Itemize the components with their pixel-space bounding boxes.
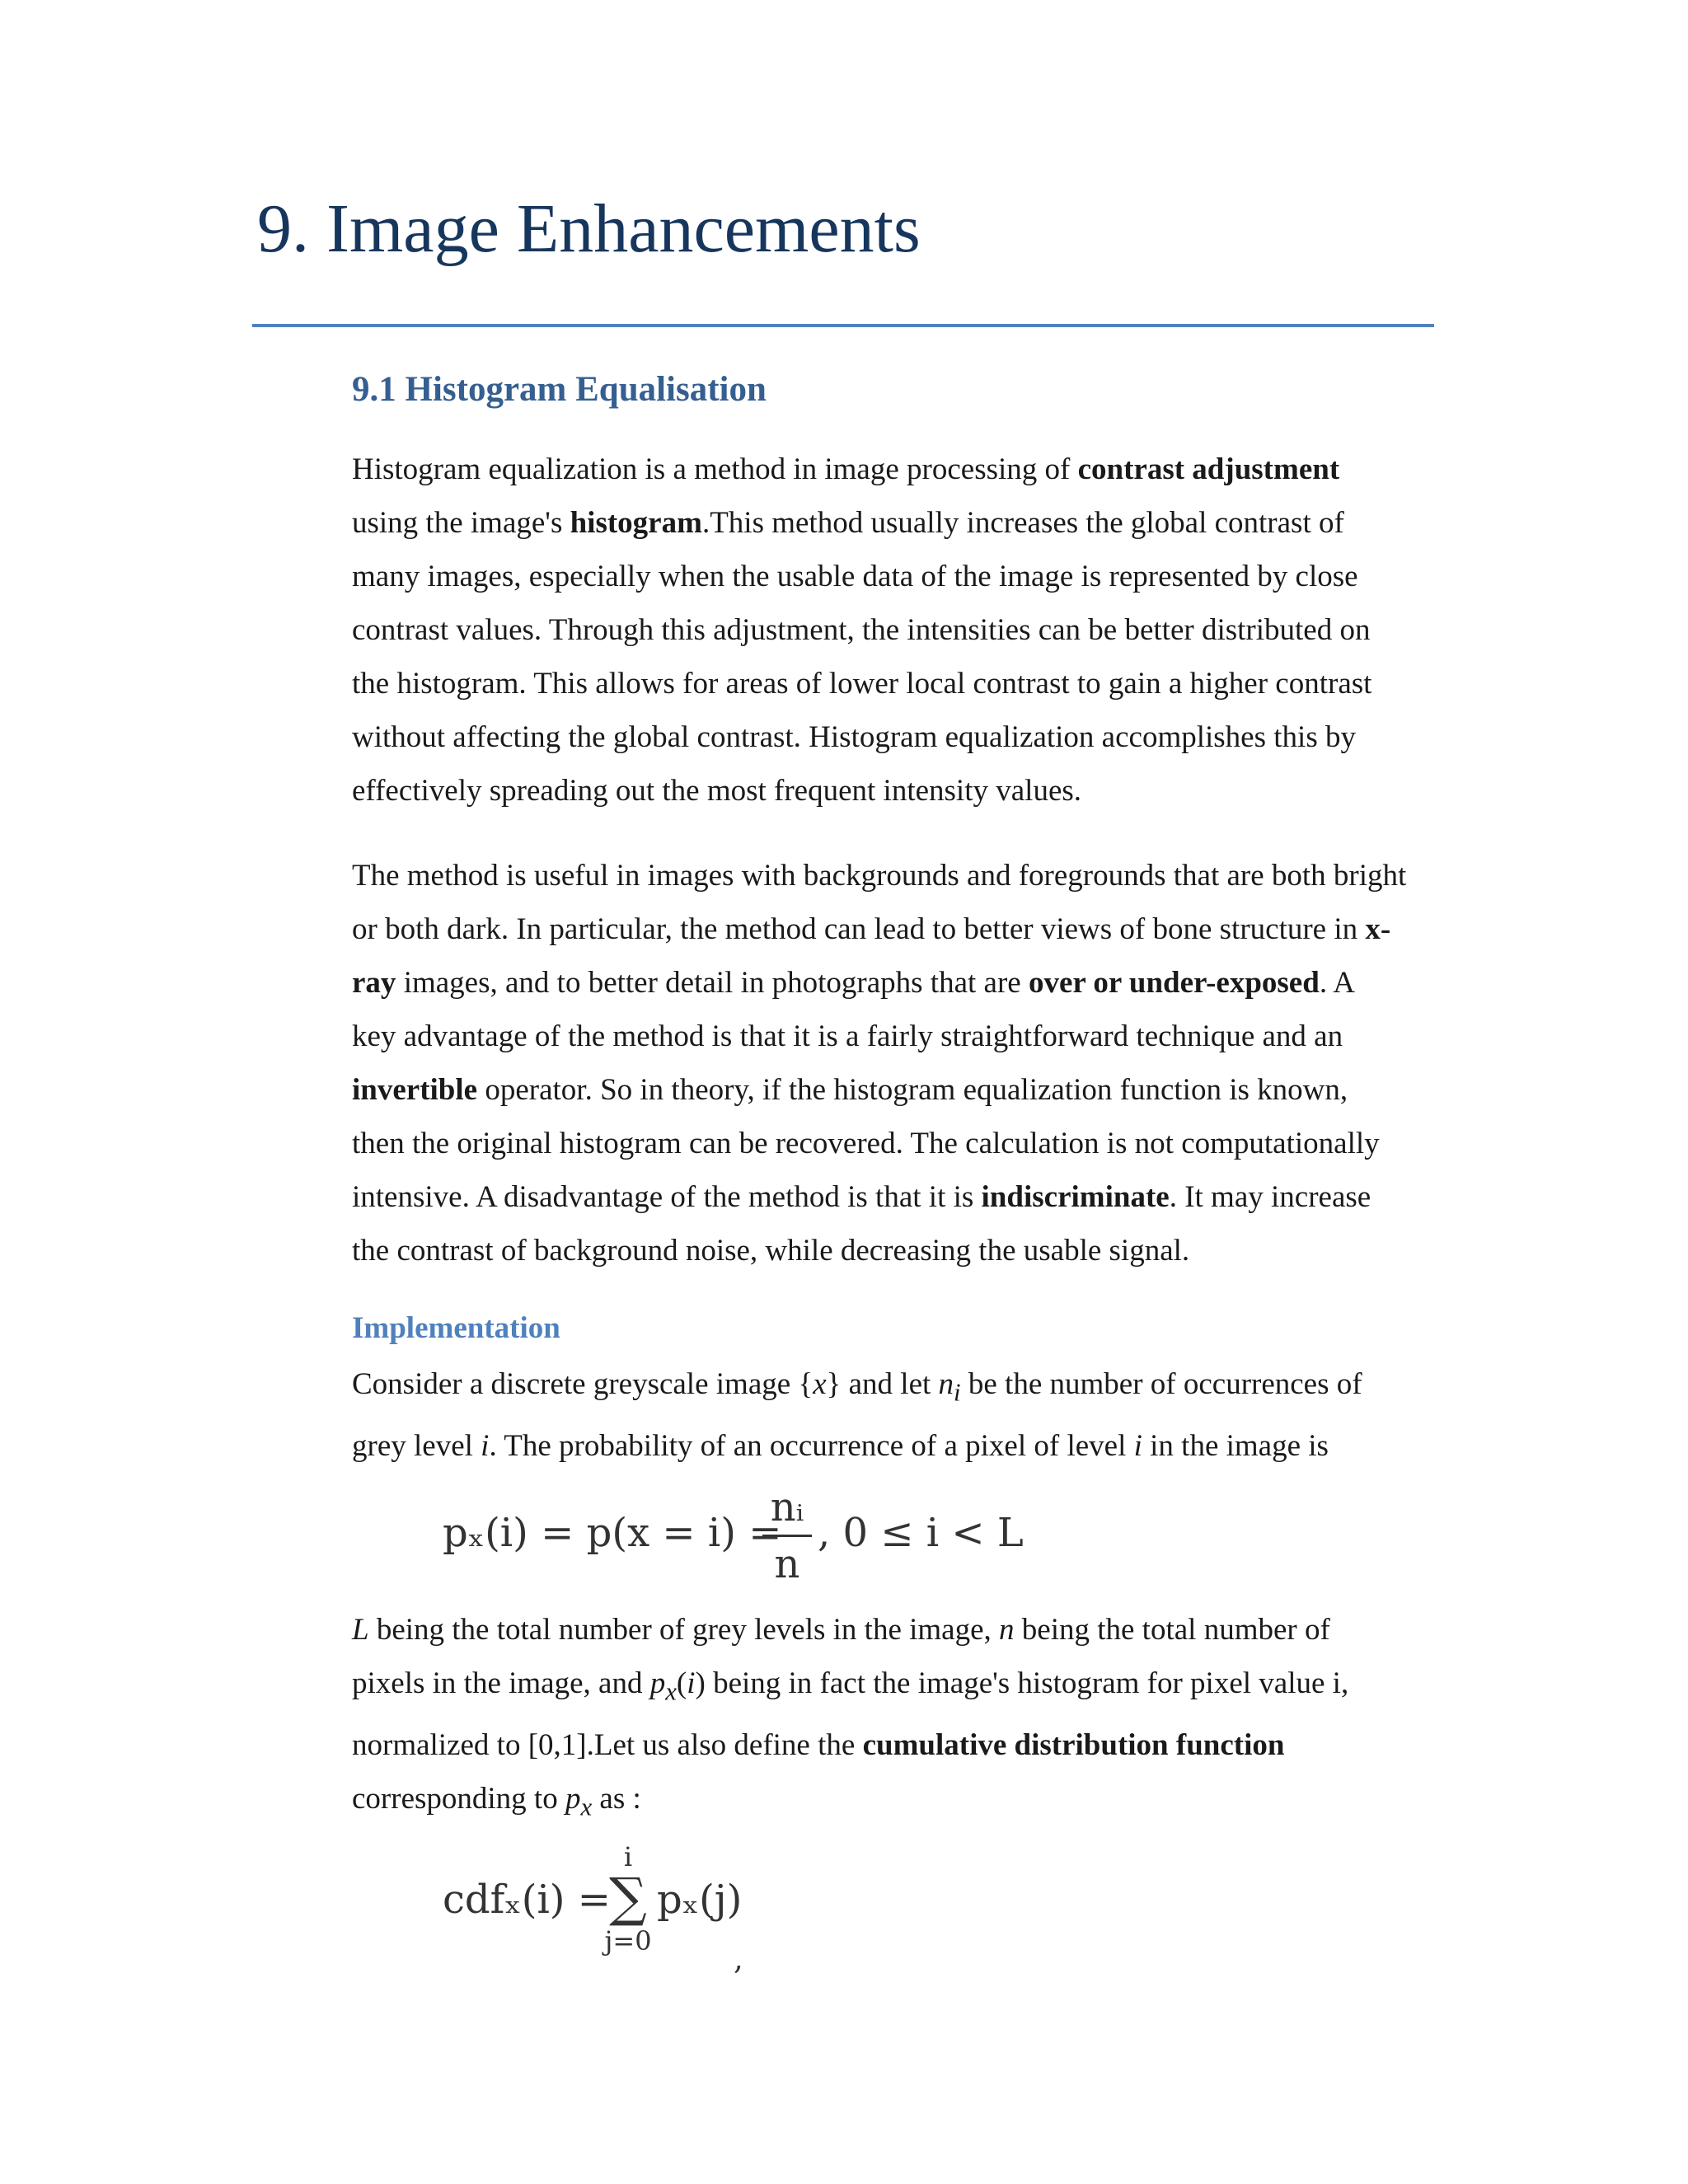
cdf-equation	[443, 1841, 1102, 1976]
summation	[595, 1842, 661, 1957]
text-line: pixels in the image, and $p_x(i)$ being in fact the image's histogram for pixel value i,	[352, 1666, 1349, 1706]
section-heading: 9.1 Histogram Equalisation	[352, 370, 767, 409]
text-line: ray images, and to better detail in photographs that are over or under-exposed. A	[352, 966, 1355, 1000]
text-line: intensive. A disadvantage of the method is that it is indiscriminate. It may increase	[352, 1180, 1372, 1214]
implementation-heading: Implementation	[352, 1311, 560, 1345]
text-line: without affecting the global contrast. Histogram equalization accomplishes this by	[352, 720, 1356, 754]
text-line: then the original histogram can be recovered. The calculation is not computationally	[352, 1127, 1380, 1160]
text-line: or both dark. In particular, the method can lead to better views of bone structure in x-	[352, 912, 1391, 946]
text-line: using the image's histogram.This method usually increases the global contrast of	[352, 506, 1344, 540]
text-line: invertible operator. So in theory, if the histogram equalization function is known,	[352, 1073, 1348, 1107]
text-line: normalized to [0,1].Let us also define the cumulative distribution function	[352, 1728, 1285, 1763]
equation-rhs: pₓ(j)	[657, 1877, 743, 1923]
paragraph-intro	[352, 443, 1440, 818]
paragraph-cdf-intro	[352, 1603, 1440, 1835]
sigma-symbol: ∑	[609, 1868, 647, 1929]
text-line: corresponding to $p_x$ as :	[352, 1782, 641, 1821]
page-title: 9. Image Enhancements	[257, 190, 921, 267]
fraction-bar	[762, 1535, 812, 1537]
fraction-numerator: nᵢ	[770, 1484, 804, 1530]
text-line: the histogram. This allows for areas of lower local contrast to gain a higher contrast	[352, 667, 1372, 701]
text-line: the contrast of background noise, while decreasing the usable signal.	[352, 1234, 1190, 1268]
text-line: Consider a discrete greyscale image {x} and let $n_i$ be the number of occurrences of	[352, 1367, 1362, 1407]
equation-rhs: , 0 ≤ i < L	[818, 1510, 1024, 1556]
text-line: effectively spreading out the most frequent intensity values.	[352, 774, 1082, 808]
sum-lower-limit: j=0	[604, 1925, 652, 1957]
text-line: contrast values. Through this adjustment, the intensities can be better distributed on	[352, 613, 1371, 647]
title-divider	[252, 324, 1434, 327]
text-line: many images, especially when the usable data of the image is represented by close	[352, 560, 1358, 593]
paragraph-definition	[352, 1357, 1440, 1473]
equation-lhs: cdfₓ(i) =	[443, 1877, 611, 1923]
sum-upper-limit: i	[623, 1841, 633, 1872]
text-line: The method is useful in images with backgrounds and foregrounds that are both bright	[352, 859, 1407, 893]
equation-fraction	[762, 1483, 812, 1588]
probability-equation	[443, 1483, 1102, 1595]
text-line: L being the total number of grey levels in the image, n being the total number of	[352, 1613, 1330, 1647]
equation-lhs: pₓ(i) = p(x = i) =	[443, 1510, 782, 1556]
text-line: grey level i. The probability of an occurrence of a pixel of level i in the image is	[352, 1429, 1329, 1464]
fraction-denominator: n	[774, 1541, 800, 1587]
equation-comma: ,	[734, 1941, 743, 1976]
text-line: key advantage of the method is that it is a fairly straightforward technique and an	[352, 1019, 1343, 1053]
paragraph-usage	[352, 849, 1440, 1277]
text-line: Histogram equalization is a method in image processing of contrast adjustment	[352, 452, 1340, 486]
